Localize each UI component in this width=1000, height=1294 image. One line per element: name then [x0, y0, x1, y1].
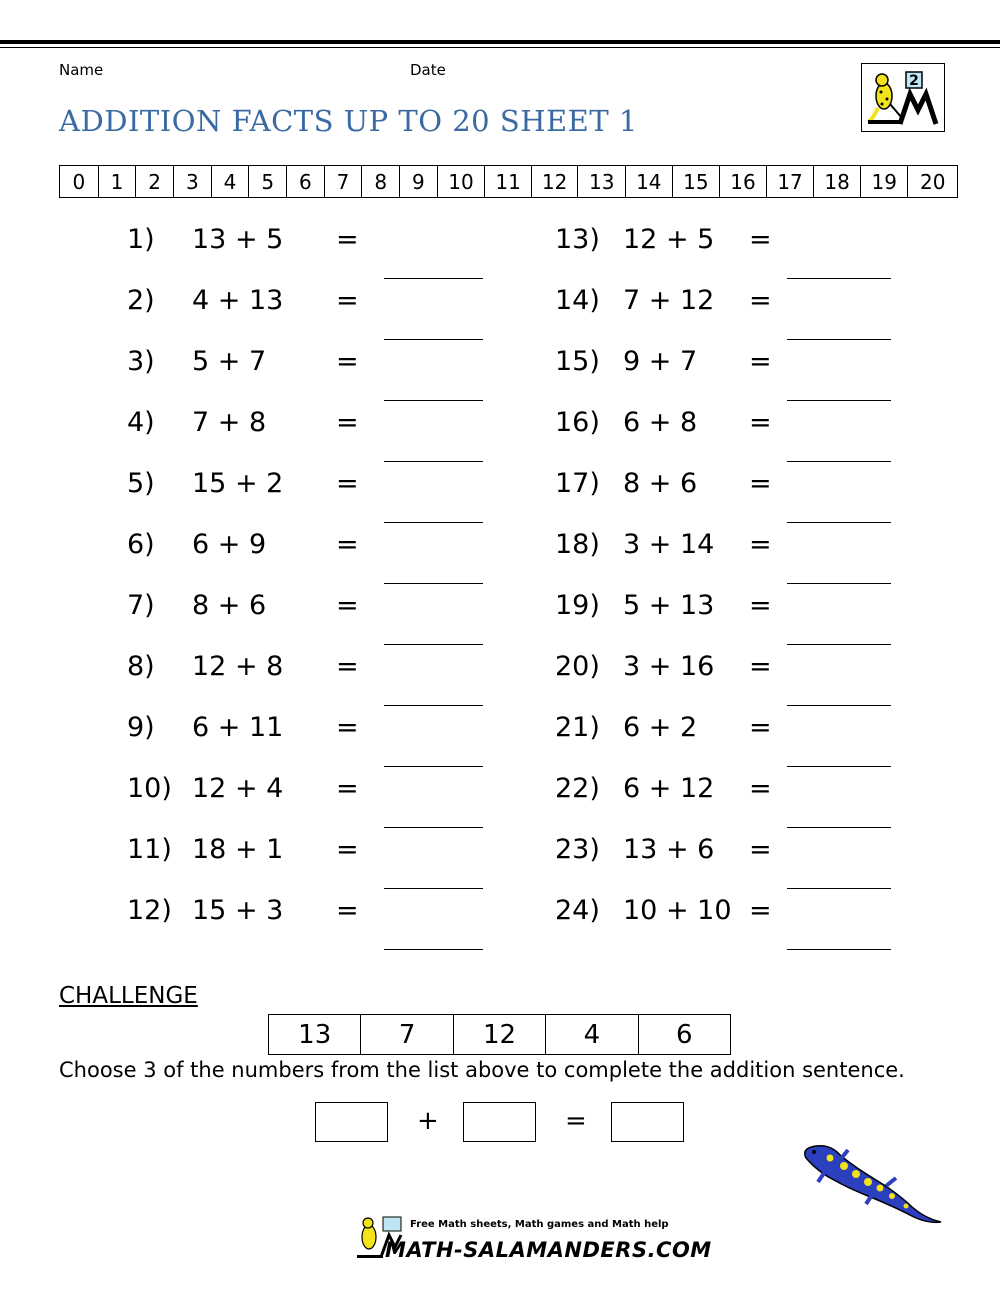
answer-line[interactable]: [787, 461, 891, 462]
number-line-cell: 13: [577, 166, 625, 197]
problem-expression: 3 + 14: [623, 529, 715, 560]
problem-equals: =: [336, 651, 359, 682]
answer-line[interactable]: [384, 278, 483, 279]
problem-equals: =: [749, 468, 772, 499]
problem-expression: 13 + 5: [192, 224, 284, 255]
challenge-number-cell: 6: [638, 1015, 730, 1054]
answer-box-2[interactable]: [463, 1102, 536, 1142]
answer-line[interactable]: [787, 644, 891, 645]
top-rule-thin: [0, 47, 1000, 48]
number-line-cell: 20: [907, 166, 957, 197]
problem-number: 10): [127, 773, 172, 804]
number-line-cell: 15: [672, 166, 720, 197]
number-line-cell: 5: [248, 166, 286, 197]
number-line-cell: 2: [135, 166, 173, 197]
number-line-cell: 12: [531, 166, 578, 197]
problem-number: 11): [127, 834, 172, 865]
problem-equals: =: [336, 468, 359, 499]
number-line-cell: 7: [324, 166, 362, 197]
problem-expression: 6 + 2: [623, 712, 698, 743]
number-line-cell: 18: [813, 166, 860, 197]
problem-expression: 8 + 6: [192, 590, 267, 621]
problem-expression: 10 + 10: [623, 895, 732, 926]
answer-line[interactable]: [384, 522, 483, 523]
number-line-cell: 3: [173, 166, 211, 197]
answer-line[interactable]: [787, 400, 891, 401]
challenge-heading: CHALLENGE: [59, 983, 198, 1009]
problem-number: 24): [555, 895, 600, 926]
challenge-number-cell: 13: [298, 1019, 332, 1050]
answer-line[interactable]: [384, 583, 483, 584]
challenge-number-list: [268, 1014, 731, 1055]
problem-expression: 6 + 11: [192, 712, 284, 743]
problem-expression: 5 + 13: [623, 590, 715, 621]
problem-equals: =: [336, 529, 359, 560]
number-line-cell: 1: [98, 166, 136, 197]
problem-equals: =: [336, 285, 359, 316]
problem-number: 8): [127, 651, 155, 682]
number-line-cell: 0: [72, 169, 86, 194]
problem-equals: =: [336, 224, 359, 255]
problem-expression: 15 + 3: [192, 895, 284, 926]
problem-equals: =: [336, 590, 359, 621]
number-line-cell: 19: [860, 166, 908, 197]
problem-expression: 6 + 9: [192, 529, 267, 560]
problem-number: 16): [555, 407, 600, 438]
logo-badge-number: 2: [909, 73, 919, 89]
problem-equals: =: [749, 285, 772, 316]
problem-number: 23): [555, 834, 600, 865]
name-label: Name: [59, 61, 104, 79]
number-line: [59, 165, 958, 198]
answer-box-1[interactable]: [315, 1102, 388, 1142]
answer-line[interactable]: [384, 827, 483, 828]
challenge-instruction: Choose 3 of the numbers from the list above to complete the addition sentence.: [59, 1058, 905, 1082]
problem-number: 21): [555, 712, 600, 743]
problem-expression: 4 + 13: [192, 285, 284, 316]
problem-equals: =: [749, 895, 772, 926]
problem-equals: =: [749, 834, 772, 865]
answer-line[interactable]: [787, 522, 891, 523]
problem-equals: =: [749, 590, 772, 621]
answer-line[interactable]: [384, 766, 483, 767]
number-line-cell: 17: [766, 166, 814, 197]
answer-line[interactable]: [787, 339, 891, 340]
answer-box-3[interactable]: [611, 1102, 684, 1142]
problem-equals: =: [336, 407, 359, 438]
challenge-number-cell: 7: [360, 1015, 452, 1054]
problem-number: 9): [127, 712, 155, 743]
problem-number: 13): [555, 224, 600, 255]
problem-number: 1): [127, 224, 155, 255]
challenge-number-cell: 12: [453, 1015, 545, 1054]
problem-equals: =: [749, 407, 772, 438]
problem-expression: 8 + 6: [623, 468, 698, 499]
answer-line[interactable]: [787, 705, 891, 706]
problem-number: 22): [555, 773, 600, 804]
problem-expression: 15 + 2: [192, 468, 284, 499]
problem-number: 7): [127, 590, 155, 621]
answer-line[interactable]: [384, 400, 483, 401]
answer-line[interactable]: [384, 949, 483, 950]
page-title: ADDITION FACTS UP TO 20 SHEET 1: [59, 104, 638, 138]
grade-logo: [861, 63, 945, 132]
problem-expression: 3 + 16: [623, 651, 715, 682]
answer-line[interactable]: [787, 766, 891, 767]
problem-equals: =: [749, 529, 772, 560]
date-label: Date: [410, 61, 446, 79]
equals-sign: =: [565, 1106, 587, 1136]
problem-equals: =: [749, 224, 772, 255]
answer-line[interactable]: [787, 278, 891, 279]
problem-expression: 18 + 1: [192, 834, 284, 865]
problem-equals: =: [336, 712, 359, 743]
number-line-cell: 14: [625, 166, 672, 197]
answer-line[interactable]: [384, 705, 483, 706]
problem-expression: 6 + 12: [623, 773, 715, 804]
problem-expression: 9 + 7: [623, 346, 698, 377]
number-line-cell: 4: [211, 166, 249, 197]
problem-number: 5): [127, 468, 155, 499]
problem-equals: =: [749, 773, 772, 804]
answer-line[interactable]: [787, 949, 891, 950]
problem-number: 6): [127, 529, 155, 560]
problem-equals: =: [336, 895, 359, 926]
footer-tagline: Free Math sheets, Math games and Math help: [410, 1219, 669, 1230]
number-line-cell: 9: [399, 166, 437, 197]
salamander-icon: [796, 1138, 946, 1230]
problem-equals: =: [749, 346, 772, 377]
problem-expression: 12 + 8: [192, 651, 284, 682]
answer-line[interactable]: [384, 339, 483, 340]
top-rule-thick: [0, 40, 1000, 44]
problem-expression: 6 + 8: [623, 407, 698, 438]
salamander-logo-icon: [862, 64, 944, 131]
answer-line[interactable]: [384, 888, 483, 889]
problem-number: 15): [555, 346, 600, 377]
problem-number: 18): [555, 529, 600, 560]
number-line-cell: 6: [286, 166, 324, 197]
answer-line[interactable]: [787, 827, 891, 828]
problem-number: 14): [555, 285, 600, 316]
problem-equals: =: [749, 651, 772, 682]
problem-equals: =: [336, 773, 359, 804]
problem-expression: 7 + 8: [192, 407, 267, 438]
problem-expression: 13 + 6: [623, 834, 715, 865]
problem-number: 2): [127, 285, 155, 316]
number-line-cell: 16: [719, 166, 766, 197]
footer-brand: MATH-SALAMANDERS.COM: [385, 1238, 712, 1262]
answer-line[interactable]: [384, 644, 483, 645]
answer-line[interactable]: [787, 888, 891, 889]
plus-sign: +: [417, 1106, 439, 1136]
problem-number: 20): [555, 651, 600, 682]
problem-equals: =: [336, 346, 359, 377]
problem-expression: 12 + 5: [623, 224, 715, 255]
number-line-cell: 10: [437, 166, 485, 197]
answer-line[interactable]: [384, 461, 483, 462]
problem-expression: 7 + 12: [623, 285, 715, 316]
challenge-number-cell: 4: [545, 1015, 637, 1054]
problem-number: 3): [127, 346, 155, 377]
answer-line[interactable]: [787, 583, 891, 584]
problem-equals: =: [749, 712, 772, 743]
number-line-cell: 11: [484, 166, 531, 197]
problem-number: 4): [127, 407, 155, 438]
problem-expression: 5 + 7: [192, 346, 267, 377]
number-line-cell: 8: [361, 166, 399, 197]
problem-equals: =: [336, 834, 359, 865]
problem-number: 17): [555, 468, 600, 499]
problem-expression: 12 + 4: [192, 773, 284, 804]
problem-number: 12): [127, 895, 172, 926]
problem-number: 19): [555, 590, 600, 621]
